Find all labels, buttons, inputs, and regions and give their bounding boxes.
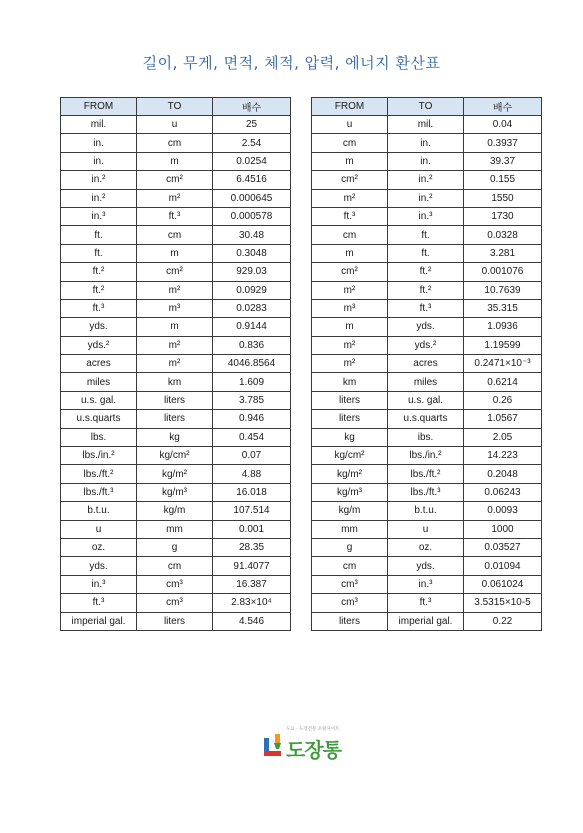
multiplier-cell: 0.04 [464,116,542,134]
multiplier-cell: 6.4516 [213,171,291,189]
to-cell: m² [137,281,213,299]
to-cell: m² [137,355,213,373]
from-cell: lbs. [61,428,137,446]
multiplier-cell: 0.0254 [213,152,291,170]
table-row [61,116,291,134]
multiplier-cell: 0.454 [213,428,291,446]
multiplier-cell: 39.37 [464,152,542,170]
header-to: TO [137,98,213,116]
to-cell: ft. [388,226,464,244]
to-cell: cm³ [137,575,213,593]
to-cell: m³ [137,299,213,317]
to-cell: ft.³ [137,207,213,225]
from-cell: yds. [61,318,137,336]
header-multiplier: 배수 [464,98,542,116]
multiplier-cell: 0.000645 [213,189,291,207]
multiplier-cell: 0.6214 [464,373,542,391]
from-cell: in.³ [61,575,137,593]
multiplier-cell: 0.061024 [464,575,542,593]
to-cell: lbs./ft.³ [388,483,464,501]
table-row [312,465,542,483]
page-title: 길이, 무게, 면적, 체적, 압력, 에너지 환산표 [142,54,441,72]
table-row [312,428,542,446]
from-cell: in.³ [61,207,137,225]
multiplier-cell: 2.05 [464,428,542,446]
multiplier-cell: 0.06243 [464,483,542,501]
table-row [312,373,542,391]
to-cell: oz. [388,538,464,556]
multiplier-cell: 2.54 [213,134,291,152]
to-cell: cm [137,134,213,152]
table-row [312,336,542,354]
from-cell: cm [312,226,388,244]
from-cell: yds.² [61,336,137,354]
table-row [312,299,542,317]
table-row [61,244,291,262]
from-cell: ft. [61,244,137,262]
to-cell: ibs. [388,428,464,446]
to-cell: m² [137,336,213,354]
to-cell: yds.² [388,336,464,354]
multiplier-cell: 0.3937 [464,134,542,152]
from-cell: g [312,538,388,556]
table-row [312,134,542,152]
from-cell: kg/cm² [312,447,388,465]
table-row [312,410,542,428]
multiplier-cell: 929.03 [213,263,291,281]
multiplier-cell: 30.48 [213,226,291,244]
table-header-row [312,98,542,116]
to-cell: liters [137,391,213,409]
from-cell: m [312,152,388,170]
table-row [312,612,542,630]
table-row [312,116,542,134]
multiplier-cell: 91.4077 [213,557,291,575]
conversion-table-right [311,97,542,631]
from-cell: ft.³ [61,594,137,612]
multiplier-cell: 10.7639 [464,281,542,299]
to-cell: u [388,520,464,538]
to-cell: cm³ [137,594,213,612]
multiplier-cell: 0.155 [464,171,542,189]
multiplier-cell: 0.2048 [464,465,542,483]
table-row [61,410,291,428]
multiplier-cell: 4046.8564 [213,355,291,373]
to-cell: b.t.u. [388,502,464,520]
to-cell: ft.² [388,263,464,281]
from-cell: cm [312,557,388,575]
to-cell: imperial gal. [388,612,464,630]
to-cell: m [137,152,213,170]
multiplier-cell: 1730 [464,207,542,225]
table-row [61,189,291,207]
multiplier-cell: 4.88 [213,465,291,483]
table-row [312,281,542,299]
multiplier-cell: 0.07 [213,447,291,465]
to-cell: km [137,373,213,391]
to-cell: kg/cm² [137,447,213,465]
multiplier-cell: 0.22 [464,612,542,630]
multiplier-cell: 0.03527 [464,538,542,556]
from-cell: m³ [312,299,388,317]
from-cell: in.² [61,171,137,189]
to-cell: liters [137,612,213,630]
multiplier-cell: 3.5315×10-5 [464,594,542,612]
table-row [312,520,542,538]
to-cell: in.³ [388,575,464,593]
from-cell: lbs./ft.² [61,465,137,483]
table-row [312,355,542,373]
multiplier-cell: 0.836 [213,336,291,354]
table-row [61,391,291,409]
to-cell: in. [388,152,464,170]
from-cell: u [61,520,137,538]
header-from: FROM [61,98,137,116]
header-from: FROM [312,98,388,116]
to-cell: lbs./in.² [388,447,464,465]
from-cell: mil. [61,116,137,134]
from-cell: ft. [61,226,137,244]
multiplier-cell: 2.83×10⁴ [213,594,291,612]
multiplier-cell: 1.0936 [464,318,542,336]
logo-tagline: 도료 · 도장전문 포털사이트 [286,727,340,732]
multiplier-cell: 0.001076 [464,263,542,281]
multiplier-cell: 1.609 [213,373,291,391]
table-row [61,355,291,373]
table-row [61,171,291,189]
to-cell: kg [137,428,213,446]
to-cell: m [137,318,213,336]
table-row [61,575,291,593]
from-cell: mm [312,520,388,538]
to-cell: cm² [137,171,213,189]
to-cell: mil. [388,116,464,134]
to-cell: yds. [388,557,464,575]
to-cell: ft. [388,244,464,262]
table-row [61,612,291,630]
table-row [61,465,291,483]
table-row [61,520,291,538]
to-cell: kg/m³ [137,483,213,501]
to-cell: u.s.quarts [388,410,464,428]
from-cell: u.s.quarts [61,410,137,428]
table-row [312,538,542,556]
from-cell: m² [312,355,388,373]
table-row [61,318,291,336]
table-row [312,226,542,244]
table-row [312,318,542,336]
to-cell: mm [137,520,213,538]
multiplier-cell: 4.546 [213,612,291,630]
dojangtong-logo[interactable] [262,726,352,760]
to-cell: in.³ [388,207,464,225]
from-cell: in. [61,134,137,152]
to-cell: u [137,116,213,134]
from-cell: imperial gal. [61,612,137,630]
from-cell: miles [61,373,137,391]
from-cell: m² [312,189,388,207]
table-row [61,336,291,354]
table-row [312,575,542,593]
to-cell: lbs./ft.² [388,465,464,483]
to-cell: ft.³ [388,594,464,612]
from-cell: kg/m³ [312,483,388,501]
to-cell: acres [388,355,464,373]
to-cell: kg/m [137,502,213,520]
from-cell: ft.² [61,263,137,281]
table-row [61,447,291,465]
to-cell: liters [137,410,213,428]
to-cell: m [137,244,213,262]
from-cell: cm [312,134,388,152]
to-cell: miles [388,373,464,391]
from-cell: lbs./ft.³ [61,483,137,501]
from-cell: cm³ [312,594,388,612]
to-cell: in. [388,134,464,152]
table-row [312,263,542,281]
from-cell: m² [312,281,388,299]
multiplier-cell: 0.946 [213,410,291,428]
table-row [312,447,542,465]
multiplier-cell: 107.514 [213,502,291,520]
from-cell: yds. [61,557,137,575]
multiplier-cell: 0.3048 [213,244,291,262]
from-cell: ft.² [61,281,137,299]
to-cell: yds. [388,318,464,336]
logo-name: 도장통 [286,738,341,762]
to-cell: g [137,538,213,556]
table-row [312,594,542,612]
multiplier-cell: 0.001 [213,520,291,538]
multiplier-cell: 35.315 [464,299,542,317]
multiplier-cell: 0.26 [464,391,542,409]
table-row [312,244,542,262]
table-row [61,152,291,170]
to-cell: m² [137,189,213,207]
table-row [61,207,291,225]
from-cell: liters [312,612,388,630]
from-cell: ft.³ [61,299,137,317]
from-cell: u.s. gal. [61,391,137,409]
multiplier-cell: 0.9144 [213,318,291,336]
paint-brush-icon [262,732,284,758]
from-cell: m [312,244,388,262]
table-row [312,391,542,409]
table-row [61,502,291,520]
multiplier-cell: 16.387 [213,575,291,593]
table-row [312,152,542,170]
multiplier-cell: 1000 [464,520,542,538]
multiplier-cell: 0.0093 [464,502,542,520]
from-cell: cm² [312,263,388,281]
conversion-table-left [60,97,291,631]
to-cell: kg/m² [137,465,213,483]
multiplier-cell: 0.2471×10⁻³ [464,355,542,373]
table-row [312,189,542,207]
to-cell: cm [137,557,213,575]
from-cell: m [312,318,388,336]
from-cell: liters [312,391,388,409]
from-cell: acres [61,355,137,373]
to-cell: in.² [388,171,464,189]
from-cell: u [312,116,388,134]
table-row [312,483,542,501]
from-cell: m² [312,336,388,354]
table-row [61,594,291,612]
table-row [61,134,291,152]
from-cell: km [312,373,388,391]
table-row [61,263,291,281]
to-cell: cm [137,226,213,244]
header-multiplier: 배수 [213,98,291,116]
multiplier-cell: 0.000578 [213,207,291,225]
table-row [61,483,291,501]
from-cell: b.t.u. [61,502,137,520]
from-cell: lbs./in.² [61,447,137,465]
table-row [61,538,291,556]
multiplier-cell: 25 [213,116,291,134]
multiplier-cell: 0.0929 [213,281,291,299]
table-row [312,502,542,520]
multiplier-cell: 14.223 [464,447,542,465]
table-row [312,557,542,575]
multiplier-cell: 1.19599 [464,336,542,354]
table-row [61,226,291,244]
multiplier-cell: 16.018 [213,483,291,501]
multiplier-cell: 0.0328 [464,226,542,244]
table-row [61,299,291,317]
table-row [61,373,291,391]
from-cell: cm² [312,171,388,189]
to-cell: in.² [388,189,464,207]
to-cell: ft.³ [388,299,464,317]
multiplier-cell: 1550 [464,189,542,207]
from-cell: liters [312,410,388,428]
multiplier-cell: 3.281 [464,244,542,262]
from-cell: kg/m [312,502,388,520]
multiplier-cell: 3.785 [213,391,291,409]
from-cell: kg/m² [312,465,388,483]
multiplier-cell: 0.0283 [213,299,291,317]
from-cell: ft.³ [312,207,388,225]
to-cell: ft.² [388,281,464,299]
from-cell: cm³ [312,575,388,593]
table-row [61,428,291,446]
table-row [312,207,542,225]
to-cell: u.s. gal. [388,391,464,409]
multiplier-cell: 0.01094 [464,557,542,575]
table-header-row [61,98,291,116]
table-row [61,557,291,575]
from-cell: in. [61,152,137,170]
header-to: TO [388,98,464,116]
to-cell: cm² [137,263,213,281]
multiplier-cell: 1.0567 [464,410,542,428]
from-cell: kg [312,428,388,446]
table-row [312,171,542,189]
multiplier-cell: 28.35 [213,538,291,556]
table-row [61,281,291,299]
from-cell: oz. [61,538,137,556]
from-cell: in.² [61,189,137,207]
